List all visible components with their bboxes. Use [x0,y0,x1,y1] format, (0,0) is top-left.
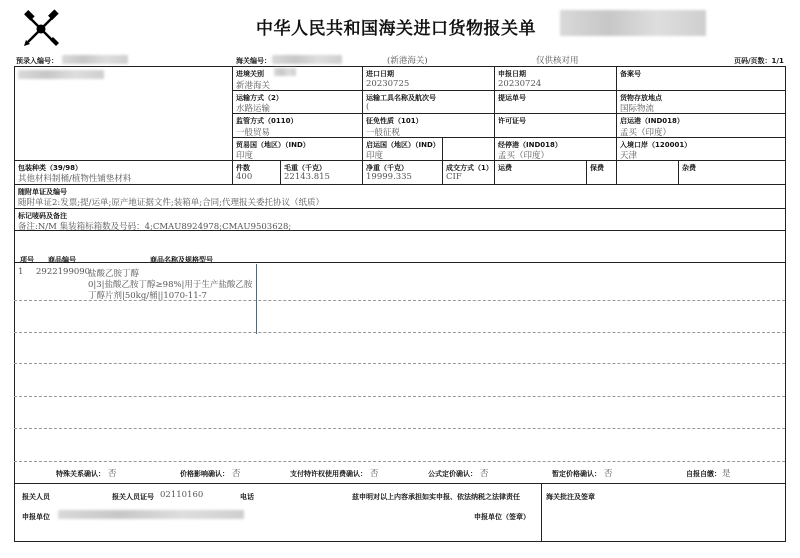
self-declare-value: 是 [722,469,731,479]
broker-cert-label: 报关人员证号 [112,493,154,501]
origin-country-value: 印度 [366,151,384,161]
transport-tool-label: 运输工具名称及航次号 [366,94,436,102]
supervision-value: 一般贸易 [236,128,271,138]
package-type-label: 包装种类（39/98） [18,164,83,172]
formula-price-label: 公式定价确认： [428,470,477,478]
self-declare-label: 自报自缴： [686,470,721,478]
transport-tool-value: ( [366,102,370,112]
tax-nature-value: 一般征税 [366,128,401,138]
declare-date-value: 20230724 [498,79,542,89]
declaration-text: 兹申明对以上内容承担如实申报、依法纳税之法律责任 [352,493,520,501]
declaring-unit-label: 申报单位 [22,513,50,521]
deal-mode-value: CIF [446,172,462,182]
transport-mode-label: 运输方式（2） [236,94,283,102]
verify-note: 仅供核对用 [536,56,579,66]
broker-label: 报关人员 [22,493,50,501]
pre-entry-value [62,55,128,64]
gross-weight-value: 22143.815 [284,172,330,182]
entry-port-label: 入境口岸（120001） [620,141,692,149]
tax-nature-label: 征免性质（101） [366,117,423,125]
insurance-label: 保费 [590,164,604,172]
formula-price-value: 否 [480,469,489,479]
price-impact-label: 价格影响确认： [180,470,229,478]
license-no-label: 许可证号 [498,117,526,125]
price-impact-value: 否 [232,469,241,479]
docs-value: 随附单证2:发票;提/运单;原产地证据文件;装箱单;合同;代理报关委托协议（纸质） [18,198,324,208]
package-type-value: 其他材料制桶/植物性铺垫材料 [18,174,132,184]
customs-emblem [20,8,62,50]
net-weight-label: 净重（千克） [366,164,408,172]
declaring-unit-value [58,510,244,519]
trade-country-value: 印度 [236,151,254,161]
royalty-value: 否 [370,469,379,479]
provisional-price-value: 否 [604,469,613,479]
import-date-label: 进口日期 [366,70,394,78]
customs-no-label: 海关编号： [236,57,271,65]
departure-port-value: 孟买（印度） [620,128,672,138]
page-indicator: 页码/页数：1/1 [734,57,784,65]
marks-value: 备注:N/M 集装箱标箱数及号码：4;CMAU8924978;CMAU9503628; [18,222,292,232]
supervision-label: 监管方式（0110） [236,117,298,125]
pre-entry-label: 预录入编号： [16,57,58,65]
unit-seal-label: 申报单位（签章） [474,513,530,521]
net-weight-value: 19999.335 [366,172,412,182]
entry-port-value: 天津 [620,151,638,161]
transit-port-label: 经停港（IND018） [498,141,562,149]
form-title: 中华人民共和国海关进口货物报关单 [256,19,536,39]
freight-label: 运费 [498,164,512,172]
special-relation-value: 否 [108,469,117,479]
broker-cert-value: 02110160 [160,490,204,500]
goods-header-name: 商品名称及规格型号 [150,256,213,264]
entry-customs-value: 新港海关 [236,81,271,91]
goods-row-code: 2922199090 [36,267,91,277]
customs-no-value [272,55,342,64]
phone-label: 电话 [240,493,254,501]
goods-row-spec-line1: 0|3|盐酸乙胺丁醇≥98%|用于生产盐酸乙胺 [88,280,253,290]
special-relation-label: 特殊关系确认： [56,470,105,478]
goods-header-no: 项号 [20,256,34,264]
goods-row-right-edge [256,264,257,334]
goods-header-code: 商品编号 [48,256,76,264]
provisional-price-label: 暂定价格确认： [552,470,601,478]
entry-customs-label: 进境关别 [236,70,264,78]
storage-place-value: 国际物流 [620,104,655,114]
customs-approval-label: 海关批注及签章 [546,493,595,501]
consignee-redacted [18,70,104,79]
misc-fee-label: 杂费 [682,164,696,172]
pieces-value: 400 [236,172,253,182]
origin-country-label: 启运国（地区）（IND） [366,141,440,149]
trade-country-label: 贸易国（地区）（IND） [236,141,310,149]
marks-label: 标记唛码及备注 [18,212,67,220]
customs-name: (新港海关) [387,56,428,66]
goods-row-name: 盐酸乙胺丁醇 [88,269,140,279]
goods-row-spec-line2: 丁醇片剂|50kg/桶||1070-11-7 [88,291,207,301]
entry-customs-code [274,68,296,76]
gross-weight-label: 毛重（千克） [284,164,326,172]
transit-port-value: 孟买（印度） [498,151,550,161]
bill-no-label: 提运单号 [498,94,526,102]
storage-place-label: 货物存放地点 [620,94,662,102]
redacted-title-suffix [560,10,706,36]
import-date-value: 20230725 [366,79,410,89]
goods-row-no: 1 [18,267,24,277]
record-no-label: 备案号 [620,70,641,78]
declare-date-label: 申报日期 [498,70,526,78]
deal-mode-label: 成交方式（1） [446,164,493,172]
departure-port-label: 启运港（IND018） [620,117,684,125]
royalty-label: 支付特许权使用费确认： [290,470,367,478]
docs-label: 随附单证及编号 [18,188,67,196]
pieces-label: 件数 [236,164,250,172]
transport-mode-value: 水路运输 [236,104,271,114]
